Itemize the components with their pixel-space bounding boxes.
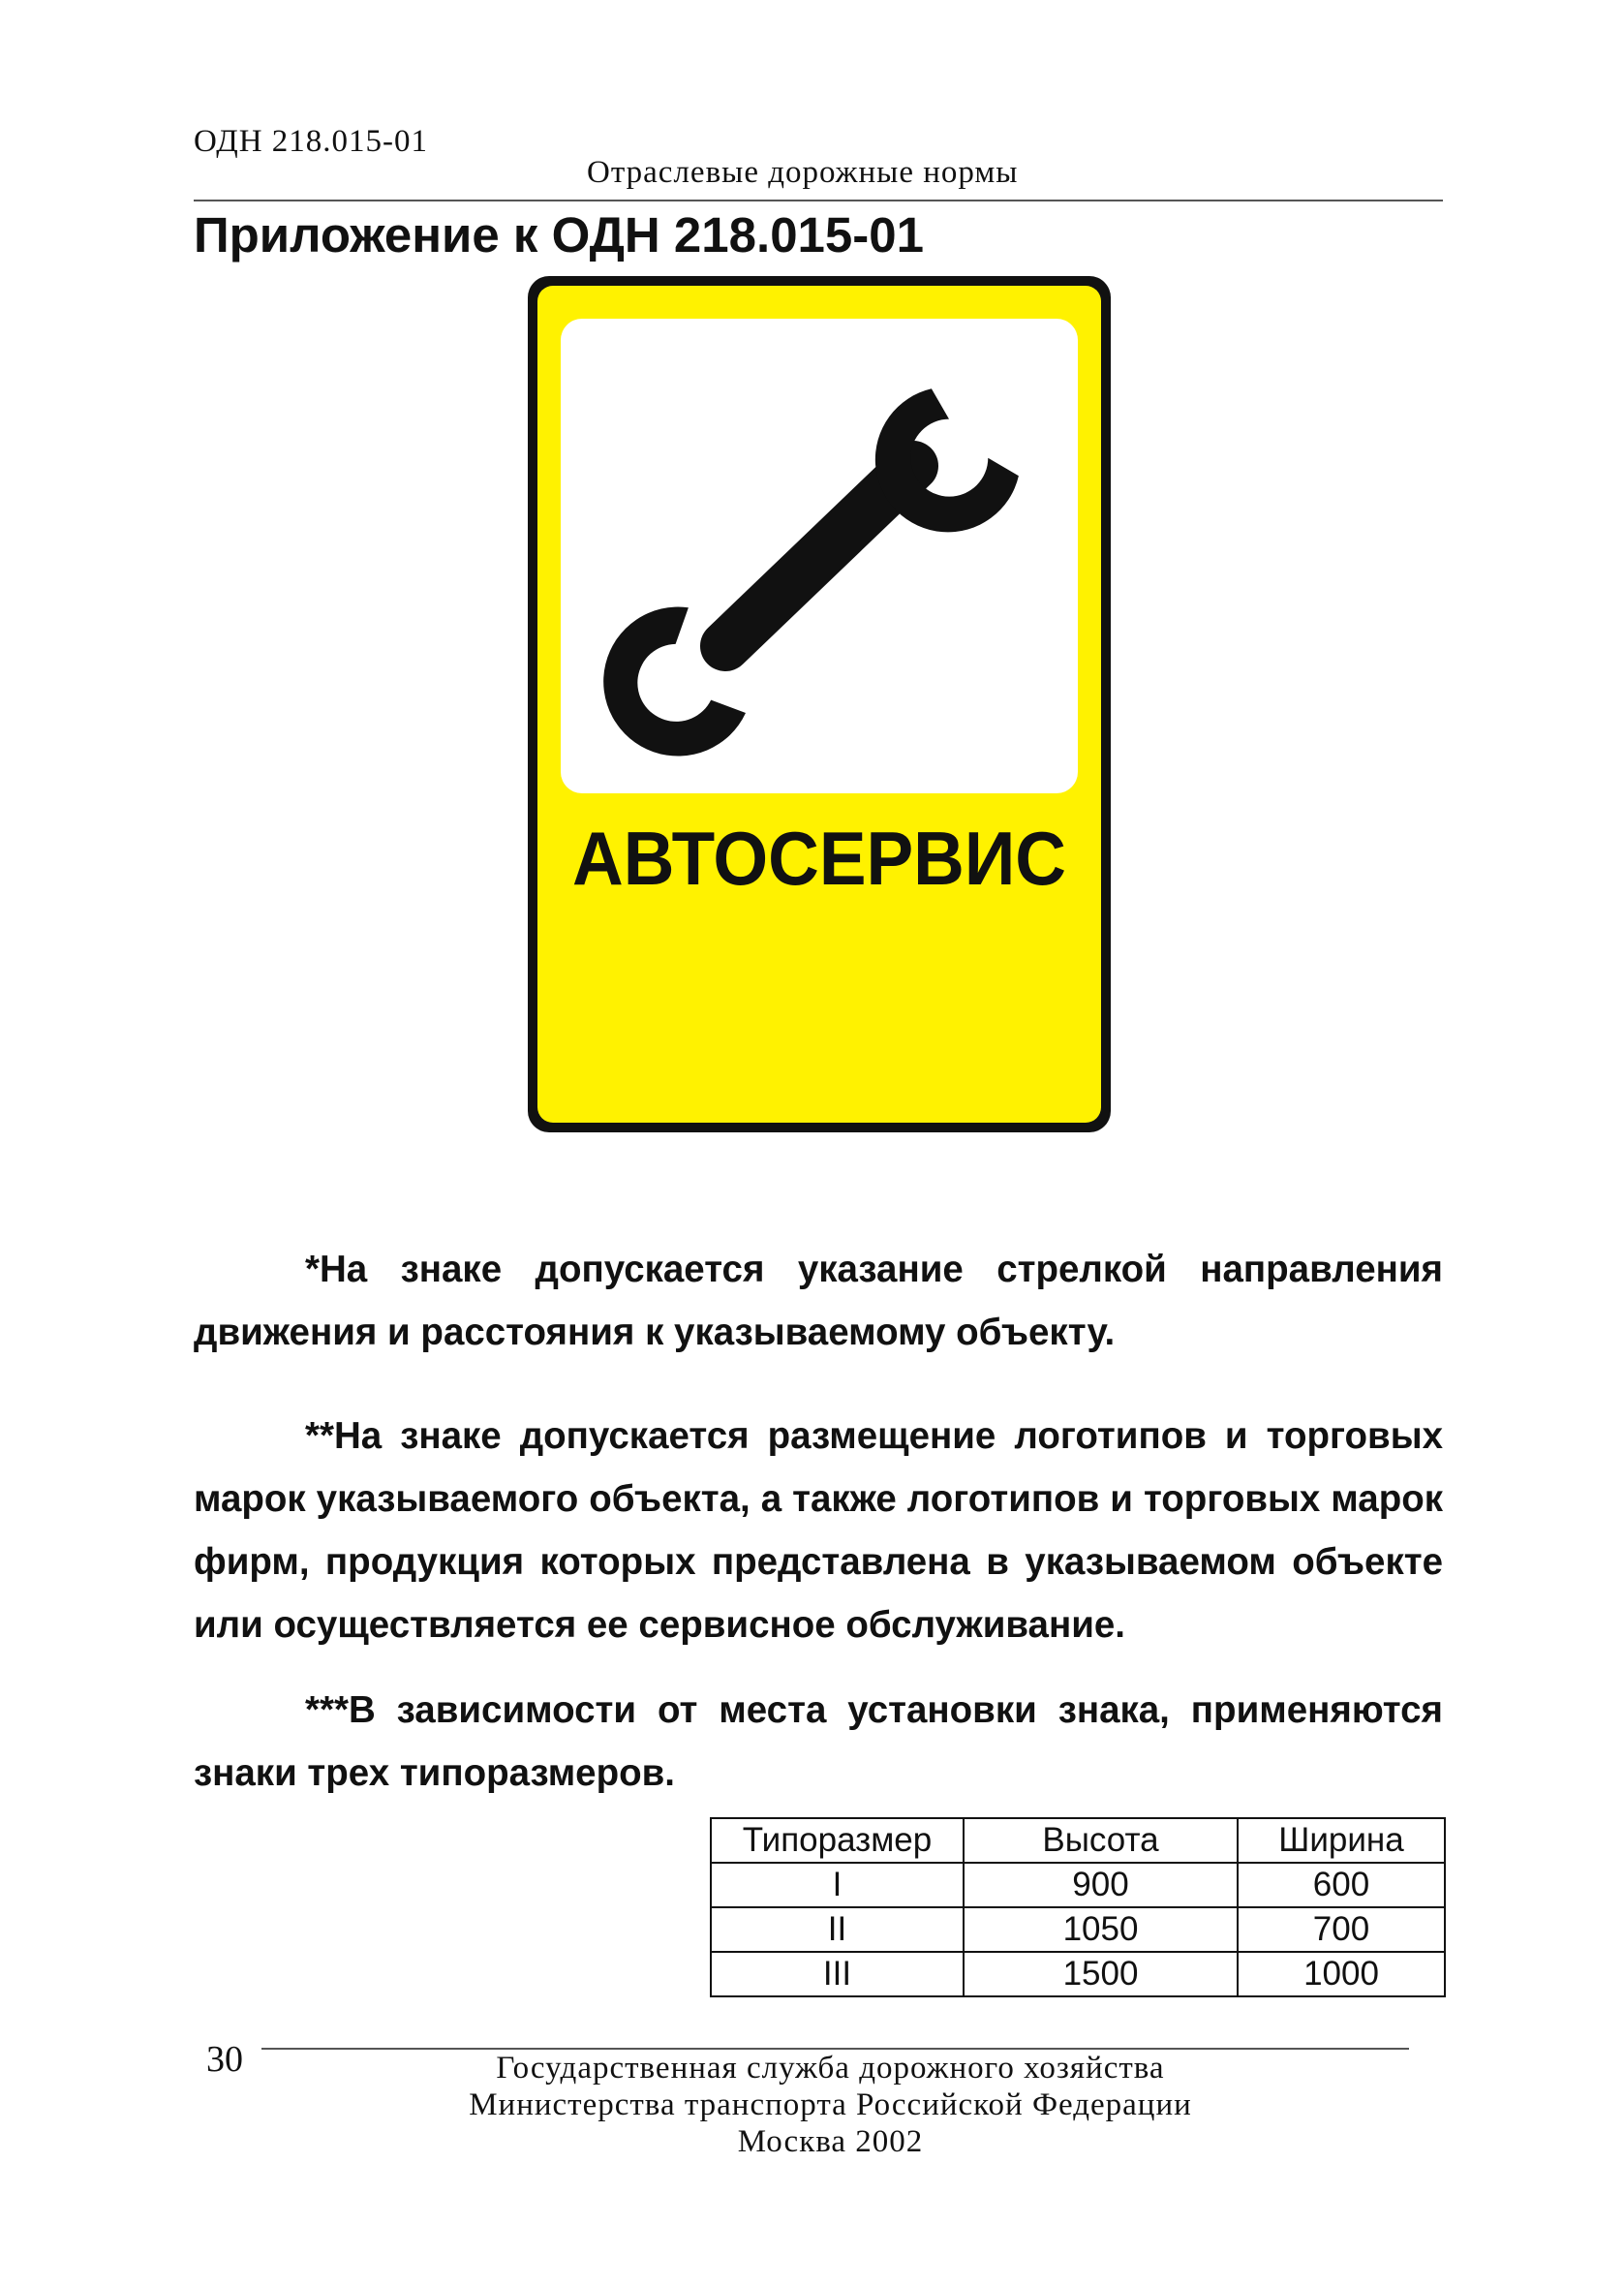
table-cell: 700 <box>1238 1907 1445 1952</box>
table-cell: 1050 <box>964 1907 1238 1952</box>
footer-line: Москва 2002 <box>737 2124 924 2159</box>
size-table <box>710 1817 1446 1997</box>
header-divider <box>194 200 1443 201</box>
table-cell: 1000 <box>1238 1952 1445 1996</box>
table-header-cell: Ширина <box>1238 1818 1445 1863</box>
sign-caption: АВТОСЕРВИС <box>572 816 1066 901</box>
page-number: 30 <box>206 2039 243 2080</box>
footer-line: Государственная служба дорожного хозяйства <box>496 2051 1165 2086</box>
table-header-cell: Высота <box>964 1818 1238 1863</box>
note-2-text: **На знаке допускается размещение логотипов и торговых марок указываемого объекта, а также логотипов и торговых марок фирм, продукция которых представлена в указываемом объекте или осуществляется ее сервисное обслуживание. <box>194 1415 1443 1646</box>
note-sizes <box>194 1679 1443 1805</box>
publisher-footer <box>387 2050 1273 2160</box>
table-row <box>711 1907 1445 1952</box>
table-header-cell: Типоразмер <box>711 1818 964 1863</box>
table-header-row <box>711 1818 1445 1863</box>
document-code: ОДН 218.015-01 <box>194 124 429 159</box>
table-cell: III <box>711 1952 964 1996</box>
note-direction-arrow <box>194 1238 1443 1364</box>
note-1-text: *На знаке допускается указание стрелкой направления движения и расстояния к указываемому объекту. <box>194 1249 1443 1353</box>
footer-line: Министерства транспорта Российской Федерации <box>469 2087 1192 2122</box>
table-cell: 1500 <box>964 1952 1238 1996</box>
note-3-text: ***В зависимости от места установки знака, применяются знаки трех типоразмеров. <box>194 1689 1443 1794</box>
note-logos <box>194 1405 1443 1656</box>
appendix-title: Приложение к ОДН 218.015-01 <box>194 207 924 263</box>
table-cell: 900 <box>964 1863 1238 1907</box>
table-cell: I <box>711 1863 964 1907</box>
table-cell: II <box>711 1907 964 1952</box>
table-cell: 600 <box>1238 1863 1445 1907</box>
header-subtitle: Отраслевые дорожные нормы <box>587 155 1019 190</box>
autoservice-sign <box>526 274 1113 1134</box>
table-row <box>711 1952 1445 1996</box>
table-row <box>711 1863 1445 1907</box>
